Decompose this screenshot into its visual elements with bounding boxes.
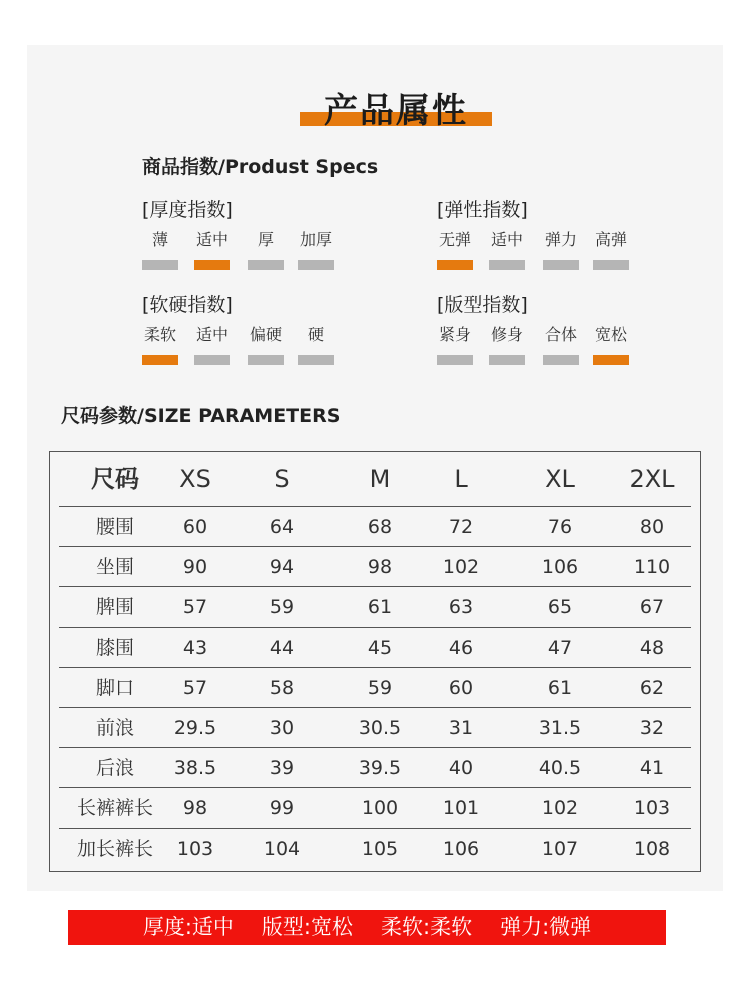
table-cell: 61	[547, 676, 573, 699]
spec-index-title: [弹性指数]	[437, 199, 528, 221]
indicator-bar	[543, 355, 579, 365]
table-cell: 61	[367, 596, 393, 619]
table-row-label: 前浪	[95, 717, 134, 739]
table-row	[59, 586, 691, 627]
spec-option-label: 厚	[257, 230, 274, 249]
table-cell: 43	[182, 636, 208, 659]
spec-option	[136, 227, 184, 270]
table-row-label: 长裤裤长	[76, 797, 153, 820]
spec-index-group	[437, 290, 697, 370]
table-row-label: 脾围	[95, 596, 134, 619]
spec-option-label: 适中	[490, 230, 523, 249]
table-cell: 59	[367, 676, 393, 699]
table-cell: 103	[176, 837, 214, 860]
spec-option	[587, 322, 635, 365]
table-cell: 48	[639, 636, 665, 659]
table-row	[59, 707, 691, 748]
table-cell: 103	[633, 797, 671, 820]
spec-option-label: 适中	[195, 230, 228, 249]
table-row-label: 膝围	[95, 636, 134, 659]
selected-indicator-bar	[142, 355, 178, 365]
spec-option-label: 加厚	[299, 230, 332, 249]
table-header-size-label: 尺码	[91, 465, 139, 493]
table-header-size: L	[454, 465, 468, 493]
table-row	[59, 506, 691, 547]
summary-item: 厚度:适中	[142, 915, 234, 939]
indicator-bar	[437, 355, 473, 365]
table-cell: 72	[448, 516, 474, 538]
indicator-bar	[298, 355, 334, 365]
spec-option	[242, 322, 290, 365]
table-cell: 57	[182, 596, 208, 619]
table-cell: 39	[269, 757, 295, 780]
table-cell: 39.5	[358, 757, 402, 780]
table-cell: 64	[269, 516, 295, 538]
spec-option	[431, 227, 479, 270]
spec-option-label: 合体	[544, 325, 577, 344]
spec-option-label: 弹力	[544, 230, 577, 249]
spec-option-label: 紧身	[438, 325, 471, 344]
summary-item: 弹力:微弹	[500, 915, 592, 939]
indicator-bar	[194, 355, 230, 365]
spec-option	[537, 322, 585, 365]
table-cell: 100	[361, 797, 399, 820]
spec-option	[537, 227, 585, 270]
table-cell: 62	[639, 676, 665, 699]
table-cell: 47	[547, 636, 573, 659]
table-header-size: S	[274, 465, 290, 493]
spec-index-group	[437, 195, 697, 275]
size-table	[49, 451, 701, 872]
spec-option-label: 薄	[151, 230, 168, 249]
spec-index-group	[142, 290, 402, 370]
table-row-label: 后浪	[95, 757, 134, 780]
spec-option	[292, 227, 340, 270]
table-row	[59, 828, 691, 869]
table-cell: 58	[269, 676, 295, 699]
spec-option	[188, 227, 236, 270]
table-cell: 32	[639, 717, 665, 739]
spec-option	[188, 322, 236, 365]
table-header-size: M	[369, 465, 391, 493]
spec-index-title: [软硬指数]	[142, 294, 233, 316]
spec-option	[483, 322, 531, 365]
table-cell: 106	[541, 556, 579, 579]
table-cell: 67	[639, 596, 665, 619]
table-cell: 105	[361, 837, 399, 860]
spec-option-label: 修身	[490, 325, 523, 344]
table-cell: 102	[442, 556, 480, 579]
spec-option-label: 宽松	[594, 325, 627, 344]
spec-option-label: 柔软	[143, 325, 176, 344]
indicator-bar	[543, 260, 579, 270]
size-heading: 尺码参数/SIZE PARAMETERS	[61, 405, 341, 427]
spec-option-label: 高弹	[594, 230, 627, 249]
table-cell: 60	[448, 676, 474, 699]
table-cell: 60	[182, 516, 208, 538]
table-cell: 110	[633, 556, 671, 579]
table-cell: 31	[448, 717, 474, 739]
table-cell: 41	[639, 757, 665, 780]
table-cell: 63	[448, 596, 474, 619]
indicator-bar	[248, 355, 284, 365]
table-row	[59, 667, 691, 708]
table-cell: 102	[541, 797, 579, 820]
spec-option-label: 硬	[307, 325, 324, 344]
table-header-row	[50, 452, 700, 506]
table-cell: 40.5	[538, 757, 582, 780]
indicator-bar	[298, 260, 334, 270]
table-cell: 90	[182, 556, 208, 579]
table-row-label: 腰围	[95, 516, 134, 538]
table-header-size: XS	[179, 465, 211, 493]
indicator-bar	[248, 260, 284, 270]
indicator-bar	[593, 260, 629, 270]
table-row-label: 加长裤长	[76, 837, 153, 860]
spec-option-label: 适中	[195, 325, 228, 344]
spec-option-label: 无弹	[438, 230, 471, 249]
table-cell: 57	[182, 676, 208, 699]
table-cell: 94	[269, 556, 295, 579]
table-cell: 29.5	[173, 717, 217, 739]
table-cell: 107	[541, 837, 579, 860]
page-title: 产品属性	[324, 91, 468, 131]
table-cell: 98	[367, 556, 393, 579]
spec-option	[242, 227, 290, 270]
table-cell: 44	[269, 636, 295, 659]
table-cell: 99	[269, 797, 295, 820]
spec-option-label: 偏硬	[249, 325, 282, 344]
table-header-size: XL	[545, 465, 575, 493]
spec-option	[431, 322, 479, 365]
spec-option	[292, 322, 340, 365]
selected-indicator-bar	[437, 260, 473, 270]
table-cell: 68	[367, 516, 393, 538]
table-cell: 59	[269, 596, 295, 619]
table-row	[59, 546, 691, 587]
table-row	[59, 747, 691, 788]
table-row	[59, 627, 691, 668]
spec-index-title: [版型指数]	[437, 294, 528, 316]
spec-index-title: [厚度指数]	[142, 199, 233, 221]
spec-option	[587, 227, 635, 270]
table-cell: 80	[639, 516, 665, 538]
table-header-size: 2XL	[629, 465, 675, 493]
table-cell: 40	[448, 757, 474, 780]
spec-option	[136, 322, 184, 365]
specs-heading: 商品指数/Produst Specs	[142, 156, 379, 178]
table-cell: 101	[442, 797, 480, 820]
table-cell: 65	[547, 596, 573, 619]
table-cell: 98	[182, 797, 208, 820]
table-cell: 38.5	[173, 757, 217, 780]
table-row-label: 坐围	[95, 556, 134, 579]
table-cell: 30.5	[358, 717, 402, 739]
table-row-label: 脚口	[95, 676, 134, 699]
table-cell: 31.5	[538, 717, 582, 739]
spec-option	[483, 227, 531, 270]
table-cell: 76	[547, 516, 573, 538]
table-cell: 106	[442, 837, 480, 860]
spec-index-group	[142, 195, 402, 275]
table-cell: 104	[263, 837, 301, 860]
table-cell: 45	[367, 636, 393, 659]
table-row	[59, 787, 691, 828]
table-cell: 30	[269, 717, 295, 739]
selected-indicator-bar	[194, 260, 230, 270]
indicator-bar	[489, 355, 525, 365]
table-cell: 46	[448, 636, 474, 659]
table-cell: 108	[633, 837, 671, 860]
summary-item: 版型:宽松	[261, 915, 353, 939]
summary-item: 柔软:柔软	[381, 915, 473, 939]
indicator-bar	[142, 260, 178, 270]
summary-banner	[68, 910, 666, 945]
selected-indicator-bar	[593, 355, 629, 365]
product-attributes-panel	[27, 45, 723, 891]
section-title	[300, 87, 490, 131]
indicator-bar	[489, 260, 525, 270]
